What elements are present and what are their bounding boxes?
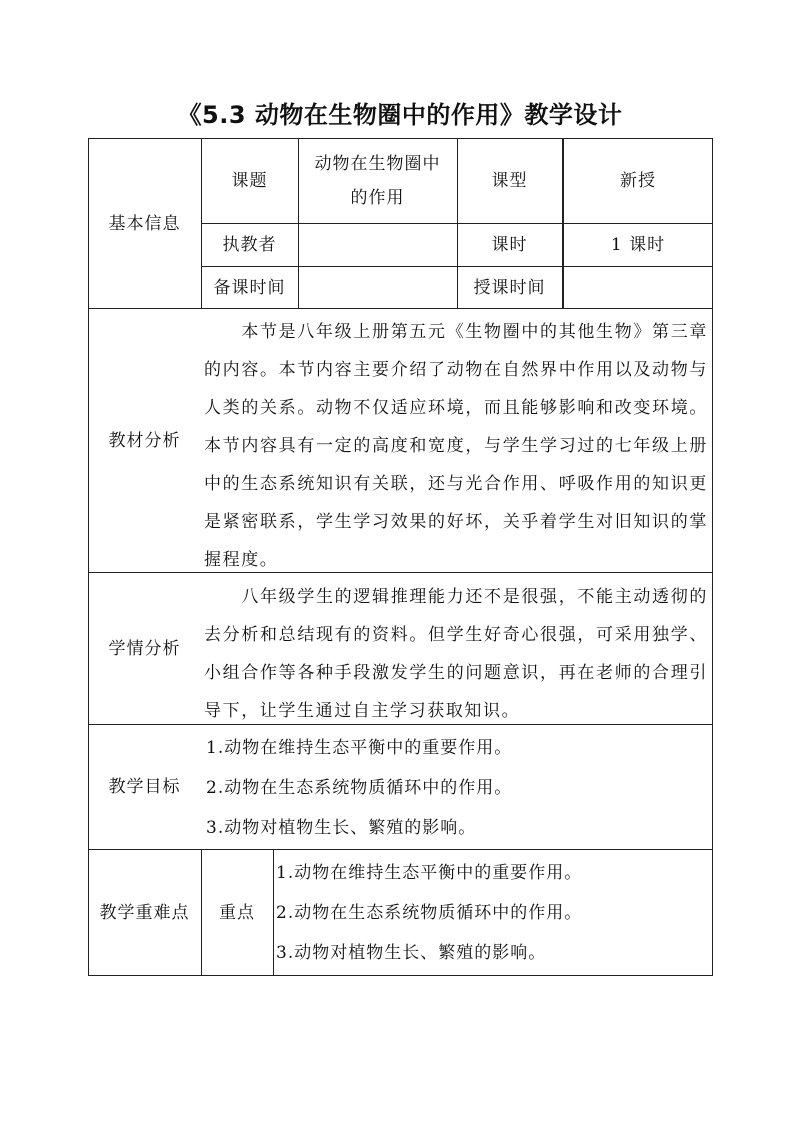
topic-value-line2: 的作用 (350, 188, 405, 208)
student-analysis-text: 八年级学生的逻辑推理能力还不是很强，不能主动透彻的去分析和总结现有的资料。但学生好奇心很强，可采用独学、小组合作等各种手段激发学生的问题意识，再在老师的合理引导下，让学生通过自主学习获取知识。 (204, 587, 708, 721)
topic-label: 课题 (231, 171, 268, 191)
hours-label: 课时 (491, 235, 528, 255)
key-point-item: 2.动物在生态系统物质循环中的作用。 (276, 903, 583, 923)
key-points-sub-label: 重点 (219, 902, 255, 923)
key-point-item: 3.动物对植物生长、繁殖的影响。 (276, 943, 547, 963)
prep-time-label: 备课时间 (213, 277, 286, 298)
document-title: 《5.3 动物在生物圈中的作用》教学设计 (177, 101, 623, 129)
teacher-label: 执教者 (222, 235, 277, 255)
key-points-list (276, 853, 708, 973)
basic-info-label: 基本信息 (108, 213, 181, 234)
objective-item: 3.动物对植物生长、繁殖的影响。 (206, 818, 477, 838)
teach-time-value (564, 267, 712, 308)
teacher-value (298, 224, 457, 266)
objective-item: 2.动物在生态系统物质循环中的作用。 (206, 778, 513, 798)
type-label: 课型 (491, 171, 528, 191)
prep-time-value (298, 267, 457, 308)
student-analysis-label: 学情分析 (108, 638, 181, 659)
rule-bottom (88, 975, 713, 976)
rule-right (712, 138, 713, 976)
topic-value (298, 138, 457, 224)
hours-value: 1 课时 (610, 235, 666, 255)
textbook-analysis-text: 本节是八年级上册第五元《生物圈中的其他生物》第三章的内容。本节内容主要介绍了动物在自然界中作用以及动物与人类的关系。动物不仅适应环境，而且能够影响和改变环境。本节内容具有一定的高度和宽度，与学生学习过的七年级上册中的生态系统知识有关联，还与光合作用、呼吸作用的知识更是紧密联系，学生学习效果的好坏，关乎着学生对旧知识的掌握程度。 (204, 322, 708, 570)
teach-time-label: 授课时间 (473, 277, 546, 298)
objective-item: 1.动物在维持生态平衡中的重要作用。 (206, 738, 513, 758)
textbook-analysis-label: 教材分析 (108, 430, 181, 451)
key-point-item: 1.动物在维持生态平衡中的重要作用。 (276, 863, 583, 883)
type-value: 新授 (620, 171, 656, 191)
lesson-plan-table (88, 138, 713, 976)
objectives-list (206, 728, 706, 848)
topic-value-line1: 动物在生物圈中 (314, 154, 441, 174)
key-points-label: 教学重难点 (99, 902, 190, 923)
rule-key-sub-col (273, 849, 274, 975)
objectives-label: 教学目标 (108, 777, 181, 797)
